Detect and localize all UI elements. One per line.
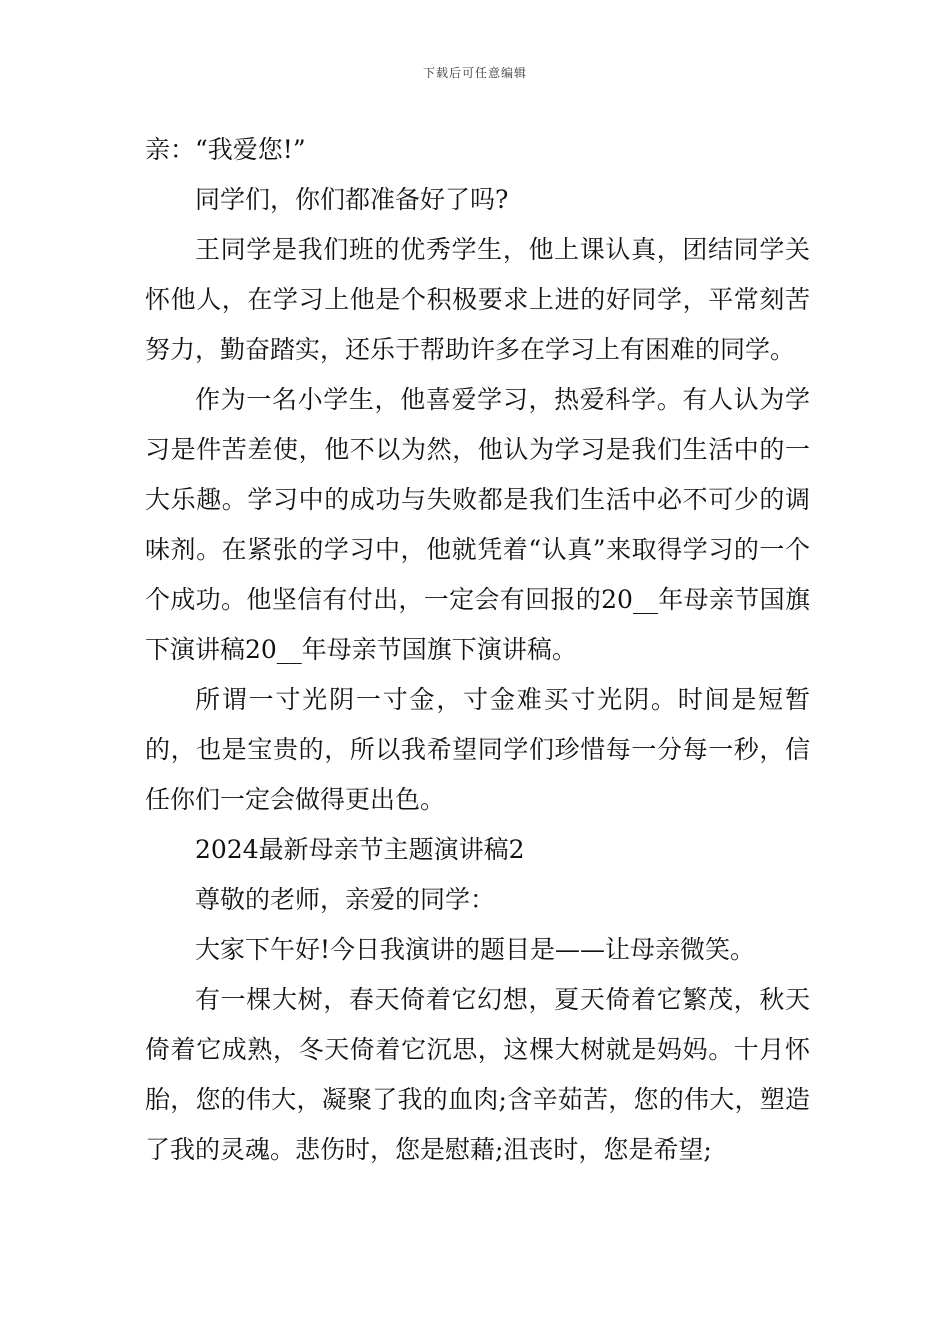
paragraph: 所谓一寸光阴一寸金，寸金难买寸光阴。时间是短暂的，也是宝贵的，所以我希望同学们珍惜每一分每一秒，信任你们一定会做得更出色。: [145, 685, 810, 814]
paragraph: 有一棵大树，春天倚着它幻想，夏天倚着它繁茂，秋天倚着它成熟，冬天倚着它沉思，这棵大树就是妈妈。十月怀胎，您的伟大，凝聚了我的血肉;含辛茹苦，您的伟大，塑造了我的灵魂。悲伤时，您是慰藉;沮丧时，您是希望;: [145, 985, 810, 1164]
paragraph: 同学们，你们都准备好了吗?: [195, 185, 509, 214]
paragraph: 大家下午好!今日我演讲的题目是——让母亲微笑。: [195, 935, 756, 964]
paragraph: 王同学是我们班的优秀学生，他上课认真，团结同学关怀他人，在学习上他是个积极要求上进的好同学，平常刻苦努力，勤奋踏实，还乐于帮助许多在学习上有困难的同学。: [145, 235, 810, 364]
document-body: [145, 125, 810, 1175]
salutation: 尊敬的老师，亲爱的同学：: [195, 885, 496, 914]
page-header: 下载后可任意编辑: [422, 66, 527, 80]
paragraph: 作为一名小学生，他喜爱学习，热爱科学。有人认为学习是件苦差使，他不以为然，他认为学习是我们生活中的一大乐趣。学习中的成功与失败都是我们生活中必不可少的调味剂。在紧张的学习中，他就凭着“认真”来取得学习的一个个成功。他坚信有付出，一定会有回报的20__年母亲节国旗下演讲稿20__年母亲节国旗下演讲稿。: [145, 385, 810, 664]
section-title: 2024最新母亲节主题演讲稿2: [195, 835, 525, 864]
paragraph: 亲：“我爱您!”: [145, 135, 306, 164]
